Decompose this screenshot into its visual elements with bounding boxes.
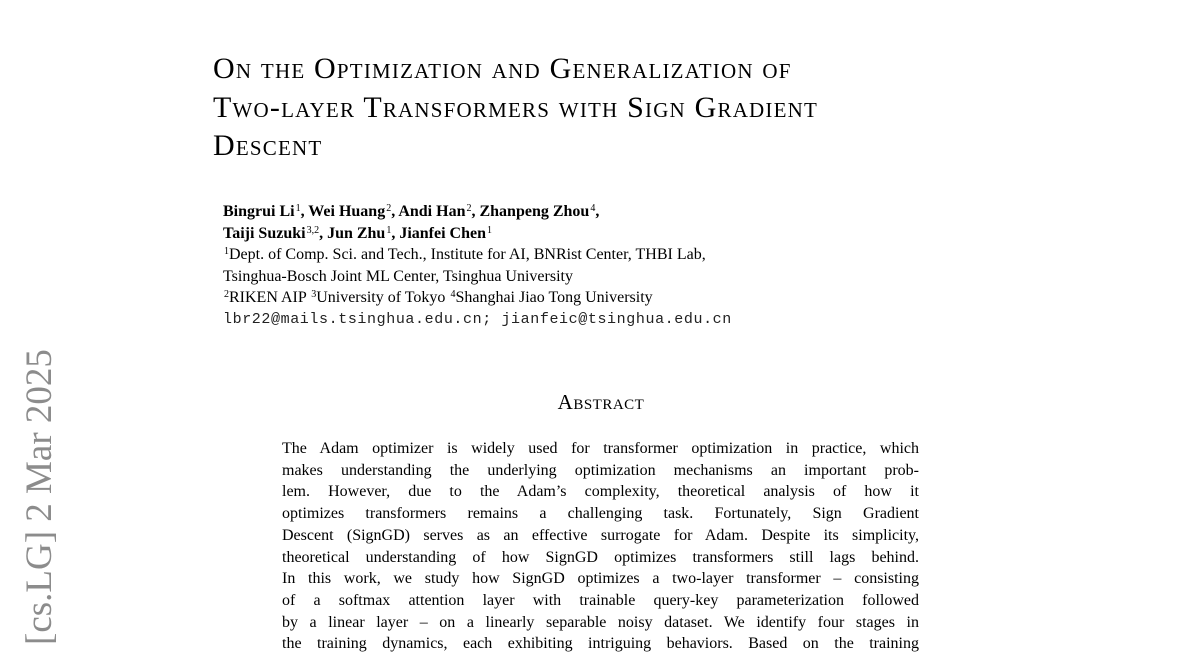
- affiliation-mark: 2: [224, 289, 229, 301]
- abstract-line: The Adam optimizer is widely used for transformer optimization in practice, which: [282, 440, 919, 457]
- abstract-line: of a softmax attention layer with trainable query-key parameterization followed: [282, 591, 919, 609]
- affiliation-text: Shanghai Jiao Tong University: [455, 289, 653, 307]
- author-name: Andi Han: [398, 203, 466, 220]
- abstract-line: In this work, we study how SignGD optimizes a two-layer transformer – consisting: [282, 570, 919, 588]
- author-name: Zhanpeng Zhou: [479, 203, 590, 220]
- arxiv-side-stamp: [cs.LG] 2 Mar 2025: [19, 349, 60, 645]
- author-affil-mark: 2: [386, 203, 392, 214]
- author-name: Bingrui Li: [223, 203, 295, 220]
- title-line-3: Descent: [213, 129, 323, 162]
- abstract-line: Descent (SignGD) serves as an effective surrogate for Adam. Despite its simplicity,: [282, 526, 919, 544]
- abstract-line: optimizes transformers remains a challenging task. Fortunately, Sign Gradient: [282, 505, 919, 523]
- affiliation-line-3: [223, 287, 983, 309]
- author-separator: ,: [391, 224, 400, 242]
- author-affil-mark: 2: [466, 203, 472, 214]
- author-affil-mark: 1: [487, 224, 492, 236]
- author-name: Taiji Suzuki: [223, 224, 306, 242]
- paper-title: [213, 50, 1013, 166]
- author-affil-mark: 3,2: [306, 224, 320, 236]
- affiliation-text: RIKEN AIP: [229, 289, 311, 307]
- abstract-line: theoretical understanding of how SignGD optimizes transformers still lags behind.: [282, 548, 919, 566]
- affiliation-text: Dept. of Comp. Sci. and Tech., Institute for AI, BNRist Center, THBI Lab,: [229, 246, 706, 264]
- author-affil-mark: 4: [590, 203, 596, 214]
- author-name: Wei Huang: [308, 203, 386, 220]
- author-separator: ,: [300, 203, 309, 220]
- author-line-1: [223, 201, 983, 223]
- author-line-2: [223, 223, 983, 245]
- author-block: [223, 201, 983, 331]
- author-separator: ,: [391, 203, 399, 220]
- title-line-2: Two-layer Transformers with Sign Gradient: [213, 90, 819, 124]
- abstract-body: [282, 438, 919, 655]
- author-separator: ,: [595, 203, 600, 220]
- abstract-line: makes understanding the underlying optimization mechanisms an important prob-: [282, 461, 919, 479]
- affiliation-mark: 3: [311, 289, 317, 301]
- author-separator: ,: [319, 224, 328, 242]
- affiliation-mark: 4: [450, 289, 456, 301]
- abstract-heading: Abstract: [557, 390, 645, 414]
- affiliation-line-2: Tsinghua-Bosch Joint ML Center, Tsinghua University: [223, 267, 573, 285]
- abstract-line: by a linear layer – on a linearly separable noisy dataset. We identify four stages in: [282, 613, 919, 631]
- abstract-line: lem. However, due to the Adam’s complexity, theoretical analysis of how it: [282, 483, 919, 501]
- author-name: Jianfei Chen: [399, 224, 486, 242]
- author-name: Jun Zhu: [327, 224, 386, 242]
- title-line-1: On the Optimization and Generalization of: [213, 52, 792, 85]
- abstract-line: the training dynamics, each exhibiting intriguing behaviors. Based on the training: [282, 635, 919, 653]
- author-separator: ,: [471, 203, 480, 220]
- affiliation-text: University of Tokyo: [316, 289, 450, 307]
- contact-email[interactable]: lbr22@mails.tsinghua.edu.cn; jianfeic@tsinghua.edu.cn: [223, 310, 732, 328]
- author-affil-mark: 1: [295, 203, 301, 214]
- affiliation-mark: 1: [224, 246, 229, 258]
- affiliation-line-1: [223, 244, 983, 266]
- author-affil-mark: 1: [386, 224, 392, 236]
